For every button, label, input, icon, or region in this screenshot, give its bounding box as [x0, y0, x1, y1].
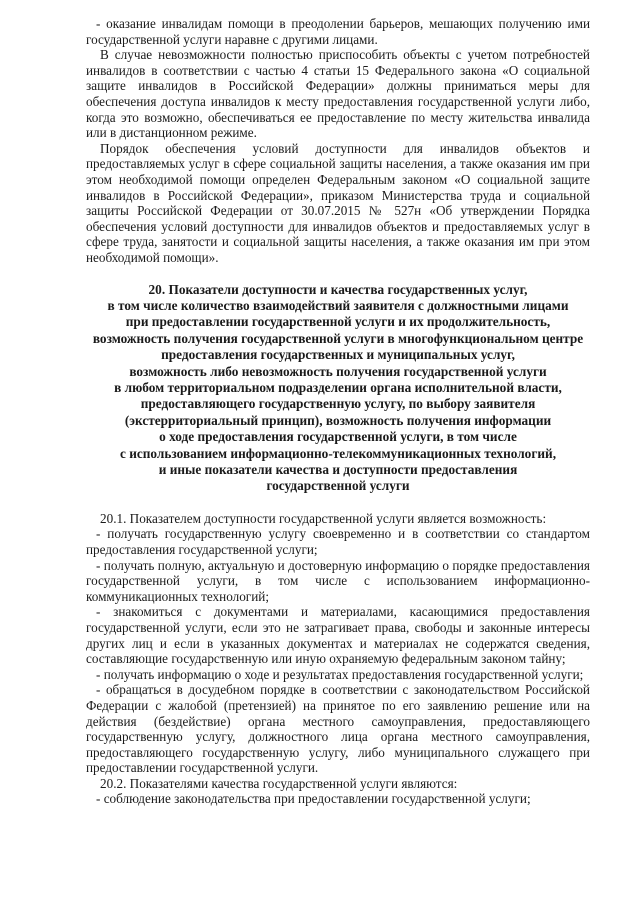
heading-line: предоставляющего государственную услугу, по выбору заявителя — [140, 396, 536, 412]
heading-line: государственной услуги — [266, 478, 410, 494]
list-item: - соблюдение законодательства при предоставлении государственной услуги; — [96, 791, 531, 807]
heading-line: возможность получения государственной услуги в многофункциональном центре — [92, 330, 584, 346]
heading-line: предоставления государственных и муниципальных услуг, — [161, 347, 515, 363]
heading-line: в том числе количество взаимодействий заявителя с должностными лицами — [107, 297, 569, 313]
heading-line: в любом территориальном подразделении органа исполнительной власти, — [114, 379, 562, 395]
heading-line: с использованием информационно-телекоммуникационных технологий, — [119, 445, 557, 461]
heading-line: (экстерриториальный принцип), возможность получения информации — [124, 412, 552, 428]
clause-20-2: 20.2. Показателями качества государственной услуги являются: — [100, 775, 458, 791]
list-item: - обращаться в досудебном порядке в соответствии с законодательством Российской Федерации с жалобой (претензией) на принятое по его заявлению решение или на действия (бездействие) органа местного самоуправления, предоставляющего государственную услугу, должностного лица органа местного самоуправления, предоставляющего государственную услугу, либо муниципального служащего при предоставлении государственной услуги. — [86, 682, 590, 776]
heading-line: при предоставлении государственной услуги и их продолжительность, — [125, 314, 551, 330]
heading-line: возможность либо невозможность получения государственной услуги — [129, 363, 547, 379]
clause-20-1: 20.1. Показателем доступности государственной услуги является возможность: — [100, 510, 547, 526]
list-item: - получать государственную услугу своевременно и в соответствии со стандартом предоставления государственной услуги; — [86, 526, 590, 557]
heading-line: о ходе предоставления государственной услуги, в том числе — [159, 429, 517, 445]
heading-line: и иные показатели качества и доступности предоставления — [158, 461, 518, 477]
section-20-heading — [86, 282, 590, 495]
heading-line: 20. Показатели доступности и качества государственных услуг, — [148, 281, 528, 297]
intro-paragraph-1: - оказание инвалидам помощи в преодолении барьеров, мешающих получению ими государственной услуги наравне с другими лицами. — [86, 16, 590, 47]
list-item: - получать информацию о ходе и результатах предоставления государственной услуги; — [96, 666, 584, 682]
list-item: - получать полную, актуальную и достоверную информацию о порядке предоставления государственной услуги, в том числе с использованием информационно-коммуникационных технологий; — [86, 557, 590, 604]
document-page — [86, 16, 590, 807]
list-item: - знакомиться с документами и материалами, касающимися предоставления государственной услуги, если это не затрагивает права, свободы и законные интересы других лиц и если в указанных документах и материалах не содержатся сведения, составляющие государственную или иную охраняемую федеральным законом тайну; — [86, 604, 590, 667]
intro-paragraph-2: В случае невозможности полностью приспособить объекты с учетом потребностей инвалидов в соответствии с частью 4 статьи 15 Федерального закона «О социальной защите инвалидов в Российской Федерации» должны приниматься меры для обеспечения доступа инвалидов к месту предоставления государственной услуги либо, когда это возможно, обеспечиваться ее предоставление по месту жительства инвалида или в дистанционном режиме. — [86, 47, 590, 141]
intro-paragraph-3: Порядок обеспечения условий доступности для инвалидов объектов и предоставляемых услуг в сфере социальной защиты населения, а также оказания им при этом необходимой помощи определен Федеральным законом «О социальной защите инвалидов в Российской Федерации», приказом Министерства труда и социальной защиты Российской Федерации от 30.07.2015 № 527н «Об утверждении Порядка обеспечения условий доступности для инвалидов объектов и предоставляемых услуг в сфере труда, занятости и социальной защиты населения, а также оказания им при этом необходимой помощи». — [86, 140, 590, 265]
